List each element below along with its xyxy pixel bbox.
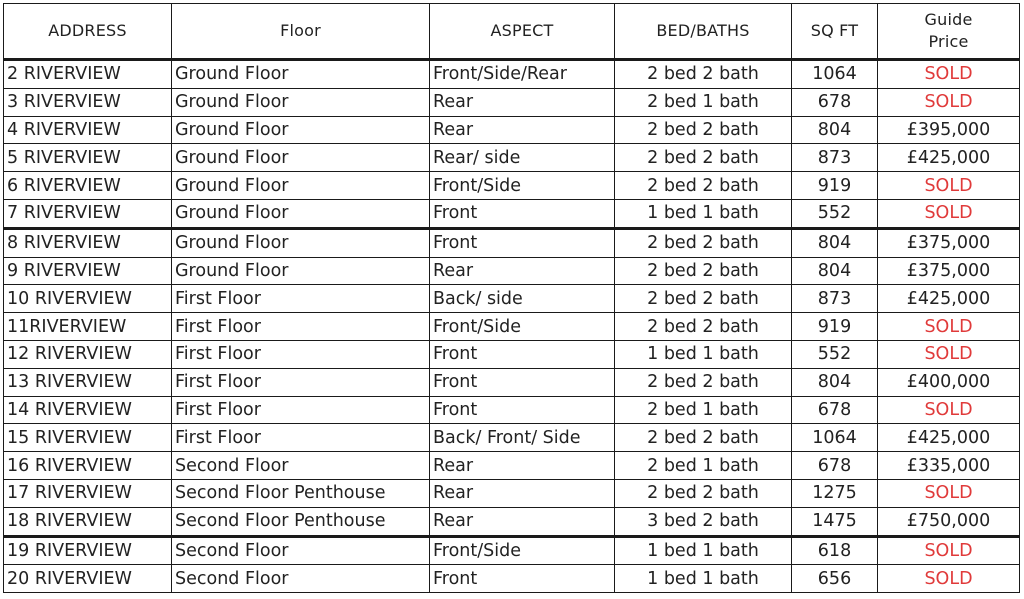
- cell-guide-price: £425,000: [878, 144, 1020, 172]
- cell-guide-price: £425,000: [878, 285, 1020, 313]
- property-price-table: [3, 3, 1020, 593]
- table-row: [4, 479, 1020, 507]
- cell-sq-ft: 552: [792, 340, 878, 368]
- cell-floor: Ground Floor: [172, 60, 430, 89]
- cell-bed-baths: 2 bed 2 bath: [615, 257, 792, 285]
- cell-bed-baths: 1 bed 1 bath: [615, 340, 792, 368]
- cell-floor: Second Floor Penthouse: [172, 479, 430, 507]
- cell-floor: Ground Floor: [172, 257, 430, 285]
- cell-address: 4 RIVERVIEW: [4, 116, 172, 144]
- cell-guide-price: SOLD: [878, 565, 1020, 593]
- cell-bed-baths: 2 bed 2 bath: [615, 228, 792, 257]
- cell-sq-ft: 804: [792, 257, 878, 285]
- cell-bed-baths: 1 bed 1 bath: [615, 199, 792, 228]
- table-row: [4, 313, 1020, 341]
- cell-floor: Second Floor: [172, 536, 430, 565]
- header-sq-ft: SQ FT: [792, 4, 878, 60]
- cell-aspect: Front: [430, 368, 615, 396]
- cell-bed-baths: 2 bed 2 bath: [615, 479, 792, 507]
- cell-address: 16 RIVERVIEW: [4, 452, 172, 480]
- table-row: [4, 88, 1020, 116]
- cell-address: 3 RIVERVIEW: [4, 88, 172, 116]
- cell-floor: First Floor: [172, 313, 430, 341]
- header-aspect: ASPECT: [430, 4, 615, 60]
- cell-sq-ft: 1475: [792, 507, 878, 536]
- cell-sq-ft: 919: [792, 313, 878, 341]
- cell-aspect: Front: [430, 199, 615, 228]
- table-row: [4, 507, 1020, 536]
- cell-sq-ft: 804: [792, 116, 878, 144]
- table-row: [4, 396, 1020, 424]
- cell-aspect: Back/ Front/ Side: [430, 424, 615, 452]
- table-row: [4, 452, 1020, 480]
- cell-bed-baths: 2 bed 2 bath: [615, 313, 792, 341]
- cell-floor: First Floor: [172, 396, 430, 424]
- cell-address: 10 RIVERVIEW: [4, 285, 172, 313]
- cell-floor: First Floor: [172, 368, 430, 396]
- cell-aspect: Front/Side: [430, 313, 615, 341]
- cell-address: 8 RIVERVIEW: [4, 228, 172, 257]
- table-row: [4, 60, 1020, 89]
- cell-floor: Ground Floor: [172, 172, 430, 200]
- header-bed-baths: BED/BATHS: [615, 4, 792, 60]
- cell-guide-price: SOLD: [878, 396, 1020, 424]
- cell-aspect: Rear: [430, 88, 615, 116]
- cell-address: 5 RIVERVIEW: [4, 144, 172, 172]
- cell-guide-price: £750,000: [878, 507, 1020, 536]
- cell-aspect: Front/Side: [430, 172, 615, 200]
- cell-guide-price: £425,000: [878, 424, 1020, 452]
- cell-sq-ft: 919: [792, 172, 878, 200]
- cell-address: 17 RIVERVIEW: [4, 479, 172, 507]
- cell-address: 14 RIVERVIEW: [4, 396, 172, 424]
- cell-bed-baths: 2 bed 1 bath: [615, 88, 792, 116]
- cell-sq-ft: 1064: [792, 424, 878, 452]
- cell-aspect: Rear: [430, 479, 615, 507]
- cell-bed-baths: 2 bed 2 bath: [615, 116, 792, 144]
- cell-address: 13 RIVERVIEW: [4, 368, 172, 396]
- cell-guide-price: SOLD: [878, 88, 1020, 116]
- table-row: [4, 368, 1020, 396]
- cell-bed-baths: 2 bed 2 bath: [615, 60, 792, 89]
- cell-aspect: Front: [430, 340, 615, 368]
- cell-sq-ft: 678: [792, 396, 878, 424]
- table-row: [4, 172, 1020, 200]
- cell-guide-price: SOLD: [878, 536, 1020, 565]
- cell-sq-ft: 618: [792, 536, 878, 565]
- cell-aspect: Front: [430, 228, 615, 257]
- cell-address: 20 RIVERVIEW: [4, 565, 172, 593]
- cell-guide-price: SOLD: [878, 172, 1020, 200]
- cell-address: 7 RIVERVIEW: [4, 199, 172, 228]
- table-row: [4, 536, 1020, 565]
- cell-floor: First Floor: [172, 424, 430, 452]
- cell-floor: Second Floor: [172, 452, 430, 480]
- cell-bed-baths: 2 bed 2 bath: [615, 424, 792, 452]
- cell-bed-baths: 2 bed 1 bath: [615, 396, 792, 424]
- cell-address: 12 RIVERVIEW: [4, 340, 172, 368]
- cell-guide-price: SOLD: [878, 313, 1020, 341]
- table-row: [4, 116, 1020, 144]
- cell-sq-ft: 873: [792, 285, 878, 313]
- cell-aspect: Front/Side/Rear: [430, 60, 615, 89]
- cell-address: 2 RIVERVIEW: [4, 60, 172, 89]
- cell-aspect: Rear: [430, 116, 615, 144]
- cell-guide-price: £400,000: [878, 368, 1020, 396]
- cell-aspect: Rear: [430, 452, 615, 480]
- header-guide-price: [878, 4, 1020, 60]
- cell-bed-baths: 2 bed 2 bath: [615, 144, 792, 172]
- header-address: ADDRESS: [4, 4, 172, 60]
- cell-floor: Ground Floor: [172, 88, 430, 116]
- cell-bed-baths: 2 bed 2 bath: [615, 172, 792, 200]
- cell-guide-price: SOLD: [878, 60, 1020, 89]
- table-row: [4, 340, 1020, 368]
- cell-address: 9 RIVERVIEW: [4, 257, 172, 285]
- cell-sq-ft: 804: [792, 228, 878, 257]
- cell-aspect: Front: [430, 396, 615, 424]
- cell-floor: First Floor: [172, 340, 430, 368]
- cell-guide-price: £375,000: [878, 257, 1020, 285]
- cell-bed-baths: 1 bed 1 bath: [615, 565, 792, 593]
- cell-sq-ft: 804: [792, 368, 878, 396]
- cell-guide-price: SOLD: [878, 199, 1020, 228]
- cell-aspect: Rear/ side: [430, 144, 615, 172]
- cell-address: 6 RIVERVIEW: [4, 172, 172, 200]
- table-row: [4, 144, 1020, 172]
- cell-floor: Second Floor: [172, 565, 430, 593]
- header-guide-line-2: Price: [928, 32, 969, 51]
- table-row: [4, 285, 1020, 313]
- table-row: [4, 257, 1020, 285]
- header-row: [4, 4, 1020, 60]
- cell-address: 18 RIVERVIEW: [4, 507, 172, 536]
- cell-sq-ft: 678: [792, 88, 878, 116]
- cell-guide-price: £395,000: [878, 116, 1020, 144]
- cell-aspect: Rear: [430, 257, 615, 285]
- cell-guide-price: SOLD: [878, 479, 1020, 507]
- cell-bed-baths: 2 bed 2 bath: [615, 285, 792, 313]
- cell-address: 15 RIVERVIEW: [4, 424, 172, 452]
- cell-floor: Ground Floor: [172, 199, 430, 228]
- cell-floor: Ground Floor: [172, 144, 430, 172]
- table-row: [4, 199, 1020, 228]
- cell-aspect: Rear: [430, 507, 615, 536]
- cell-sq-ft: 678: [792, 452, 878, 480]
- cell-sq-ft: 1064: [792, 60, 878, 89]
- cell-bed-baths: 3 bed 2 bath: [615, 507, 792, 536]
- table-row: [4, 228, 1020, 257]
- cell-sq-ft: 552: [792, 199, 878, 228]
- cell-aspect: Back/ side: [430, 285, 615, 313]
- cell-floor: Ground Floor: [172, 228, 430, 257]
- cell-sq-ft: 1275: [792, 479, 878, 507]
- cell-aspect: Front/Side: [430, 536, 615, 565]
- cell-address: 11RIVERVIEW: [4, 313, 172, 341]
- cell-sq-ft: 656: [792, 565, 878, 593]
- header-guide-line-1: Guide: [924, 10, 973, 29]
- cell-floor: Second Floor Penthouse: [172, 507, 430, 536]
- table-row: [4, 565, 1020, 593]
- cell-sq-ft: 873: [792, 144, 878, 172]
- cell-guide-price: SOLD: [878, 340, 1020, 368]
- cell-guide-price: £335,000: [878, 452, 1020, 480]
- cell-address: 19 RIVERVIEW: [4, 536, 172, 565]
- table-body: [4, 60, 1020, 593]
- cell-floor: First Floor: [172, 285, 430, 313]
- cell-bed-baths: 1 bed 1 bath: [615, 536, 792, 565]
- header-floor: Floor: [172, 4, 430, 60]
- table-row: [4, 424, 1020, 452]
- cell-bed-baths: 2 bed 2 bath: [615, 368, 792, 396]
- cell-floor: Ground Floor: [172, 116, 430, 144]
- cell-bed-baths: 2 bed 1 bath: [615, 452, 792, 480]
- cell-aspect: Front: [430, 565, 615, 593]
- cell-guide-price: £375,000: [878, 228, 1020, 257]
